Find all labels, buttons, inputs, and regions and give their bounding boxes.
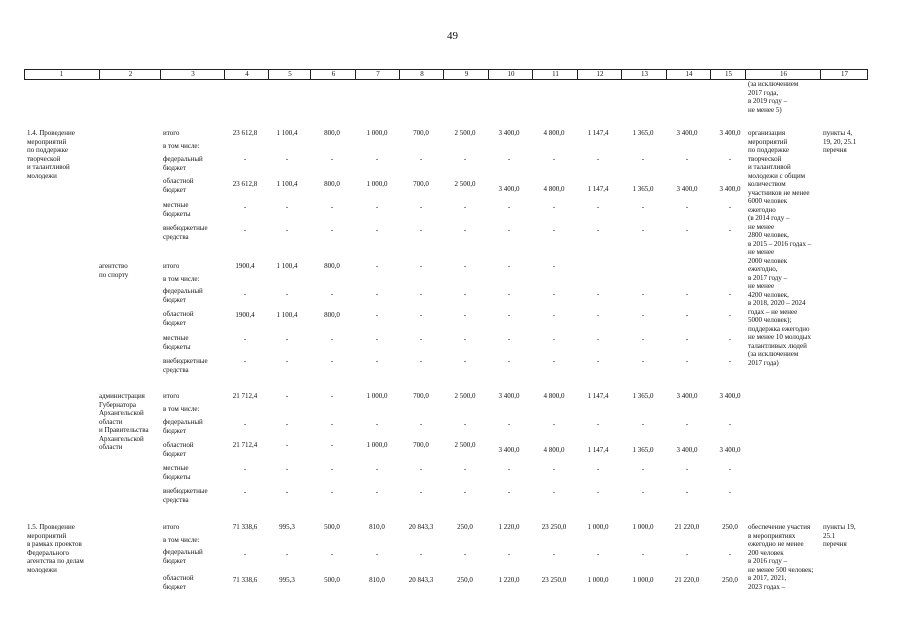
table-cell: - <box>552 290 556 298</box>
table-cell: - <box>728 311 732 319</box>
table-cell: 1 147,4 <box>587 129 609 137</box>
table-cell: - <box>330 420 334 428</box>
table-cell: - <box>243 420 247 428</box>
table-cell: - <box>375 311 379 319</box>
column-header-3: 3 <box>160 70 225 79</box>
table-cell: - <box>685 226 689 234</box>
table-cell: 1 000,0 <box>366 392 388 400</box>
row-label-regional: областной бюджет <box>163 177 194 194</box>
table-cell: 1 100,4 <box>276 311 298 319</box>
table-cell: 700,0 <box>413 441 429 449</box>
table-cell: - <box>419 420 423 428</box>
table-cell: - <box>330 488 334 496</box>
table-cell: 2 500,0 <box>454 129 476 137</box>
table-cell: - <box>243 335 247 343</box>
table-cell: - <box>596 203 600 211</box>
table-cell: 700,0 <box>413 392 429 400</box>
column-header-12: 12 <box>577 70 622 79</box>
table-cell: - <box>285 488 289 496</box>
row-label-local: местные бюджеты <box>163 464 191 481</box>
row-label-local: местные бюджеты <box>163 201 191 218</box>
table-cell: 3 400,0 <box>676 446 698 454</box>
table-cell: - <box>641 203 645 211</box>
table-cell: - <box>419 335 423 343</box>
table-cell: - <box>330 441 334 449</box>
table-cell: 800,0 <box>324 129 340 137</box>
table-cell: 21 220,0 <box>674 523 700 531</box>
table-cell: - <box>728 290 732 298</box>
result-text-1-4: организация мероприятий по поддержке творческой и талантливой молодежи с общим количеством участников не менее 6000 человек ежегодно (в 2014 году – не менее 2800 человек, в 2015 – 2016 годах – не менее 2000 человек ежегодно, в 2017 году – не менее 4200 человек, в 2018, 2020 – 2024 годах – не менее 5000 человек); поддержка ежегодно не менее 10 молодых талантливых людей (за исключением 2017 года) <box>748 129 812 367</box>
table-cell: - <box>375 550 379 558</box>
table-cell: - <box>641 335 645 343</box>
table-cell: - <box>285 155 289 163</box>
table-cell: 1 147,4 <box>587 392 609 400</box>
table-cell: - <box>375 465 379 473</box>
row-label-offbudget: внебюджетные средства <box>163 487 208 504</box>
table-cell: - <box>552 488 556 496</box>
table-cell: 3 400,0 <box>498 129 520 137</box>
row-label-total: итого <box>163 523 180 531</box>
table-cell: - <box>552 335 556 343</box>
table-cell: - <box>375 335 379 343</box>
column-header-17: 17 <box>820 70 868 79</box>
table-cell: - <box>552 226 556 234</box>
table-cell: 3 400,0 <box>676 129 698 137</box>
table-cell: 4 800,0 <box>543 392 565 400</box>
table-cell: 4 800,0 <box>543 446 565 454</box>
table-cell: 23 612,8 <box>232 180 258 188</box>
table-cell: - <box>507 311 511 319</box>
table-cell: 23 250,0 <box>541 523 567 531</box>
table-cell: 700,0 <box>413 180 429 188</box>
table-cell: - <box>330 550 334 558</box>
table-cell: - <box>728 203 732 211</box>
column-header-1: 1 <box>59 70 64 78</box>
row-label-total: итого <box>163 262 180 270</box>
table-cell: - <box>596 420 600 428</box>
table-cell: - <box>507 357 511 365</box>
row-label-total: итого <box>163 129 180 137</box>
table-cell: - <box>243 488 247 496</box>
table-cell: 3 400,0 <box>719 392 741 400</box>
table-cell: 3 400,0 <box>498 446 520 454</box>
table-cell: - <box>507 203 511 211</box>
table-cell: - <box>685 550 689 558</box>
row-label-local: местные бюджеты <box>163 334 191 351</box>
row-label-total: итого <box>163 392 180 400</box>
row-label-regional: областной бюджет <box>163 574 194 591</box>
table-cell: - <box>685 311 689 319</box>
table-cell: - <box>330 203 334 211</box>
table-cell: - <box>330 465 334 473</box>
table-cell: - <box>641 465 645 473</box>
table-cell: 1900,4 <box>235 311 255 319</box>
column-header-11: 11 <box>532 70 578 79</box>
table-cell: - <box>463 262 467 270</box>
row-label-regional: областной бюджет <box>163 310 194 327</box>
table-cell: 1 365,0 <box>632 185 654 193</box>
table-cell: - <box>641 550 645 558</box>
table-cell: - <box>596 155 600 163</box>
column-header-9: 9 <box>443 70 489 79</box>
table-cell: 1 147,4 <box>587 446 609 454</box>
column-number-header <box>24 69 868 80</box>
table-cell: - <box>728 226 732 234</box>
table-cell: - <box>552 155 556 163</box>
table-cell: 1 000,0 <box>366 180 388 188</box>
table-cell: - <box>728 155 732 163</box>
table-cell: - <box>507 420 511 428</box>
table-cell: - <box>728 357 732 365</box>
column-header-15: 15 <box>710 70 746 79</box>
table-cell: 800,0 <box>324 311 340 319</box>
row-label-federal: федеральный бюджет <box>163 548 203 565</box>
table-cell: - <box>243 357 247 365</box>
column-header-16: 16 <box>745 70 821 79</box>
table-cell: 1 365,0 <box>632 392 654 400</box>
table-cell: - <box>641 290 645 298</box>
table-cell: - <box>596 311 600 319</box>
table-cell: - <box>285 392 289 400</box>
result-text-continued: (за исключением 2017 года, в 2019 году – не менее 5) <box>748 80 799 114</box>
table-cell: 4 800,0 <box>543 129 565 137</box>
table-cell: - <box>463 290 467 298</box>
table-cell: - <box>463 357 467 365</box>
table-cell: - <box>596 226 600 234</box>
table-cell: - <box>507 488 511 496</box>
row-label-including: в том числе: <box>163 536 200 544</box>
table-cell: 250,0 <box>722 576 738 584</box>
table-cell: 1 100,4 <box>276 180 298 188</box>
table-cell: 250,0 <box>457 523 473 531</box>
table-cell: 995,3 <box>279 523 295 531</box>
table-cell: 21 712,4 <box>232 392 258 400</box>
table-cell: 1 365,0 <box>632 129 654 137</box>
table-cell: - <box>375 357 379 365</box>
table-cell: - <box>330 290 334 298</box>
table-cell: 20 843,3 <box>408 523 434 531</box>
table-cell: - <box>641 155 645 163</box>
table-cell: - <box>419 203 423 211</box>
table-cell: - <box>507 155 511 163</box>
table-cell: - <box>285 203 289 211</box>
table-cell: - <box>552 311 556 319</box>
table-cell: - <box>463 203 467 211</box>
table-cell: - <box>728 488 732 496</box>
column-header-10: 10 <box>488 70 533 79</box>
table-cell: 500,0 <box>324 523 340 531</box>
table-cell: - <box>375 488 379 496</box>
table-cell: - <box>463 465 467 473</box>
table-cell: - <box>507 465 511 473</box>
table-cell: - <box>419 155 423 163</box>
table-cell: - <box>375 226 379 234</box>
table-cell: - <box>285 335 289 343</box>
row-label-regional: областной бюджет <box>163 441 194 458</box>
row-label-offbudget: внебюджетные средства <box>163 224 208 241</box>
table-cell: - <box>685 465 689 473</box>
table-cell: 1 147,4 <box>587 185 609 193</box>
table-cell: - <box>685 203 689 211</box>
table-cell: - <box>285 226 289 234</box>
table-cell: 800,0 <box>324 262 340 270</box>
table-cell: - <box>596 550 600 558</box>
table-cell: - <box>728 550 732 558</box>
table-cell: - <box>596 357 600 365</box>
table-cell: - <box>685 290 689 298</box>
table-cell: - <box>685 488 689 496</box>
table-cell: - <box>507 262 511 270</box>
table-cell: - <box>285 441 289 449</box>
table-cell: - <box>728 335 732 343</box>
table-cell: - <box>285 357 289 365</box>
row-label-federal: федеральный бюджет <box>163 418 203 435</box>
table-cell: 250,0 <box>457 576 473 584</box>
column-header-5: 5 <box>268 70 311 79</box>
table-cell: 3 400,0 <box>498 392 520 400</box>
column-header-8: 8 <box>399 70 444 79</box>
table-cell: 1 000,0 <box>587 523 609 531</box>
table-cell: - <box>463 226 467 234</box>
table-cell: 1 000,0 <box>632 523 654 531</box>
activity-title-1-4: 1.4. Проведение мероприятий по поддержке творческой и талантливой молодежи <box>27 129 75 180</box>
table-cell: 3 400,0 <box>719 185 741 193</box>
table-cell: - <box>375 290 379 298</box>
table-cell: 1 000,0 <box>587 576 609 584</box>
column-header-2: 2 <box>99 70 161 79</box>
table-cell: 2 500,0 <box>454 441 476 449</box>
table-cell: 1 000,0 <box>632 576 654 584</box>
table-cell: - <box>243 550 247 558</box>
table-cell: - <box>728 420 732 428</box>
table-cell: - <box>552 420 556 428</box>
table-cell: - <box>419 290 423 298</box>
table-cell: - <box>463 488 467 496</box>
table-cell: 500,0 <box>324 576 340 584</box>
table-cell: 2 500,0 <box>454 392 476 400</box>
table-cell: 810,0 <box>369 523 385 531</box>
table-cell: 23 250,0 <box>541 576 567 584</box>
column-header-13: 13 <box>621 70 667 79</box>
table-cell: - <box>243 465 247 473</box>
table-cell: - <box>419 226 423 234</box>
row-label-including: в том числе: <box>163 142 200 150</box>
table-cell: - <box>243 155 247 163</box>
table-cell: - <box>375 155 379 163</box>
table-cell: - <box>685 357 689 365</box>
table-cell: 1 000,0 <box>366 441 388 449</box>
table-cell: - <box>419 488 423 496</box>
table-cell: - <box>507 335 511 343</box>
table-cell: 1 000,0 <box>366 129 388 137</box>
table-cell: - <box>375 203 379 211</box>
table-cell: - <box>243 226 247 234</box>
table-cell: 3 400,0 <box>676 185 698 193</box>
column-header-14: 14 <box>666 70 711 79</box>
table-cell: - <box>463 550 467 558</box>
table-cell: - <box>507 550 511 558</box>
table-cell: - <box>552 262 556 270</box>
plan-items-1-4: пункты 4, 19, 20, 25.1 перечня <box>823 129 857 154</box>
table-cell: - <box>685 420 689 428</box>
table-cell: - <box>596 335 600 343</box>
result-text-1-5: обеспечение участия в мероприятиях ежегодно не менее 200 человек в 2016 году – не менее 500 человек; в 2017, 2021, 2023 годах – <box>748 523 814 591</box>
activity-title-1-5: 1.5. Проведение мероприятий в рамках проектов Федерального агентства по делам молодежи <box>27 523 84 574</box>
table-cell: 250,0 <box>722 523 738 531</box>
row-label-offbudget: внебюджетные средства <box>163 357 208 374</box>
column-header-7: 7 <box>355 70 400 79</box>
table-cell: 800,0 <box>324 180 340 188</box>
table-cell: 4 800,0 <box>543 185 565 193</box>
executor-agency-sport: агентство по спорту <box>99 262 129 279</box>
row-label-including: в том числе: <box>163 405 200 413</box>
table-cell: 21 712,4 <box>232 441 258 449</box>
table-cell: - <box>552 357 556 365</box>
table-cell: 21 220,0 <box>674 576 700 584</box>
table-cell: - <box>330 335 334 343</box>
table-cell: - <box>285 420 289 428</box>
row-label-including: в том числе: <box>163 275 200 283</box>
table-cell: - <box>330 226 334 234</box>
table-cell: - <box>552 203 556 211</box>
table-cell: - <box>285 465 289 473</box>
table-cell: 1 100,4 <box>276 129 298 137</box>
column-header-4: 4 <box>224 70 269 79</box>
table-cell: - <box>285 290 289 298</box>
table-cell: 1 100,4 <box>276 262 298 270</box>
table-cell: - <box>375 262 379 270</box>
table-cell: - <box>330 357 334 365</box>
table-cell: - <box>330 392 334 400</box>
table-cell: 71 338,6 <box>232 576 258 584</box>
table-cell: - <box>641 226 645 234</box>
table-cell: - <box>552 465 556 473</box>
table-cell: - <box>641 357 645 365</box>
table-cell: 700,0 <box>413 129 429 137</box>
table-cell: - <box>463 155 467 163</box>
table-cell: - <box>330 155 334 163</box>
table-cell: - <box>463 335 467 343</box>
table-cell: 20 843,3 <box>408 576 434 584</box>
table-cell: - <box>419 465 423 473</box>
table-cell: - <box>419 550 423 558</box>
table-cell: 810,0 <box>369 576 385 584</box>
table-cell: - <box>243 203 247 211</box>
table-cell: 1 220,0 <box>498 523 520 531</box>
table-cell: - <box>375 420 379 428</box>
table-cell: 2 500,0 <box>454 180 476 188</box>
table-cell: - <box>285 550 289 558</box>
table-cell: - <box>685 335 689 343</box>
table-cell: 3 400,0 <box>676 392 698 400</box>
table-cell: - <box>596 488 600 496</box>
table-cell: - <box>596 290 600 298</box>
table-cell: - <box>641 420 645 428</box>
table-cell: 1 365,0 <box>632 446 654 454</box>
page-number: 49 <box>447 30 458 42</box>
plan-items-1-5: пункты 19, 25.1 перечня <box>823 523 856 548</box>
table-cell: 71 338,6 <box>232 523 258 531</box>
table-cell: - <box>641 488 645 496</box>
table-cell: 995,3 <box>279 576 295 584</box>
table-cell: - <box>419 357 423 365</box>
table-cell: 3 400,0 <box>498 185 520 193</box>
table-cell: - <box>463 420 467 428</box>
table-cell: 3 400,0 <box>719 446 741 454</box>
row-label-federal: федеральный бюджет <box>163 287 203 304</box>
table-cell: - <box>507 290 511 298</box>
table-cell: - <box>552 550 556 558</box>
table-cell: - <box>419 311 423 319</box>
table-cell: - <box>596 465 600 473</box>
table-cell: - <box>507 226 511 234</box>
row-label-federal: федеральный бюджет <box>163 155 203 172</box>
table-cell: - <box>641 311 645 319</box>
executor-administration: администрация Губернатора Архангельской области и Правительства Архангельской области <box>99 392 149 451</box>
table-cell: 23 612,8 <box>232 129 258 137</box>
table-cell: 1900,4 <box>235 262 255 270</box>
column-header-6: 6 <box>310 70 356 79</box>
table-cell: 1 220,0 <box>498 576 520 584</box>
table-cell: - <box>243 290 247 298</box>
table-cell: - <box>728 465 732 473</box>
table-cell: 3 400,0 <box>719 129 741 137</box>
table-cell: - <box>419 262 423 270</box>
table-cell: - <box>463 311 467 319</box>
table-cell: - <box>685 155 689 163</box>
